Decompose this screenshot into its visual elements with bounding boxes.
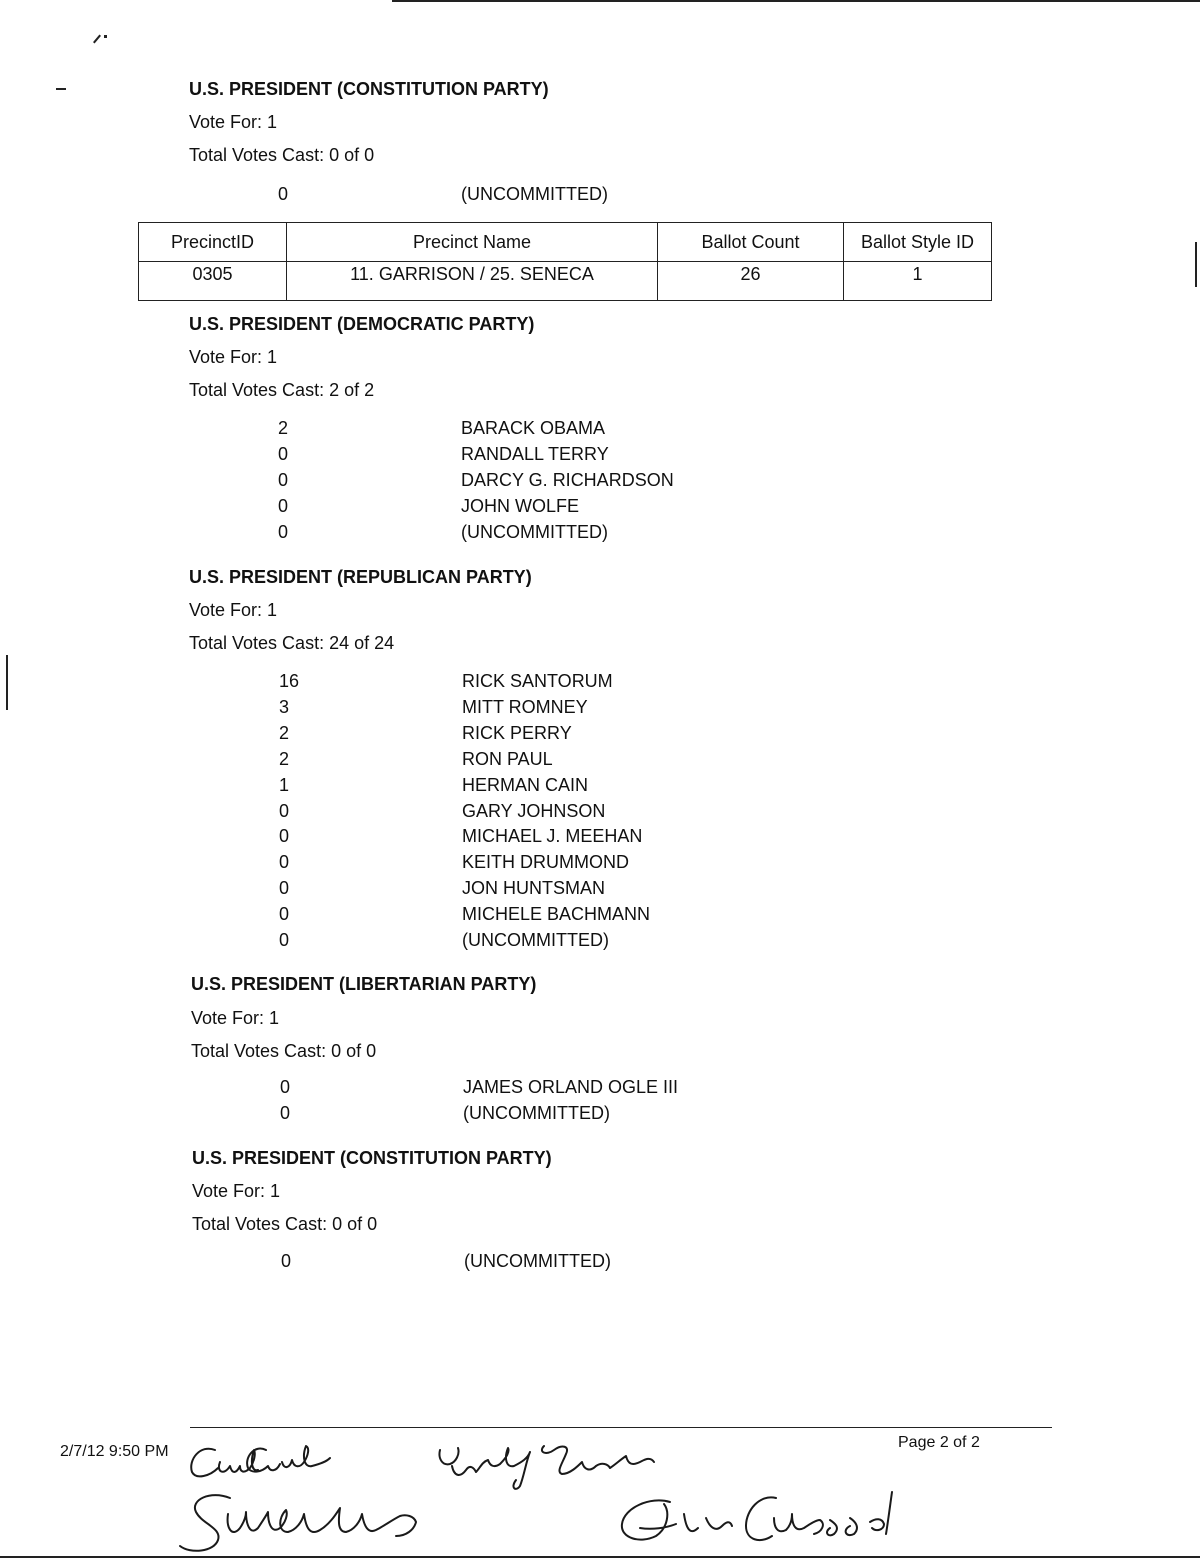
signatures bbox=[170, 1432, 930, 1557]
precinct-table bbox=[138, 222, 992, 301]
candidate-name: (UNCOMMITTED) bbox=[461, 522, 608, 542]
bottom-rule bbox=[0, 1556, 1200, 1558]
vote-count: 2 bbox=[279, 749, 290, 769]
header-precinct-name: Precinct Name bbox=[287, 223, 658, 262]
race-title: U.S. PRESIDENT (CONSTITUTION PARTY) bbox=[192, 1148, 552, 1168]
vote-count: 0 bbox=[279, 904, 290, 924]
vote-count: 0 bbox=[279, 801, 290, 821]
candidate-name: (UNCOMMITTED) bbox=[463, 1103, 610, 1123]
candidate-name: MITT ROMNEY bbox=[462, 697, 588, 717]
vote-count: 0 bbox=[280, 1103, 291, 1123]
candidate-name: RICK SANTORUM bbox=[462, 671, 613, 691]
signature-3 bbox=[180, 1495, 416, 1551]
total-votes: Total Votes Cast: 0 of 0 bbox=[192, 1214, 378, 1234]
vote-count: 0 bbox=[279, 878, 290, 898]
cell-precinct-id: 0305 bbox=[139, 262, 287, 301]
vote-count: 0 bbox=[278, 496, 289, 516]
candidate-name: KEITH DRUMMOND bbox=[462, 852, 629, 872]
scan-mark bbox=[6, 655, 8, 710]
scan-mark bbox=[93, 35, 101, 44]
vote-count: 0 bbox=[281, 1251, 292, 1271]
race-title: U.S. PRESIDENT (DEMOCRATIC PARTY) bbox=[189, 314, 535, 334]
cell-precinct-name: 11. GARRISON / 25. SENECA bbox=[287, 262, 658, 301]
candidate-name: GARY JOHNSON bbox=[462, 801, 606, 821]
race-title: U.S. PRESIDENT (REPUBLICAN PARTY) bbox=[189, 567, 532, 587]
vote-count: 0 bbox=[279, 930, 290, 950]
vote-for: Vote For: 1 bbox=[192, 1181, 281, 1201]
vote-count: 0 bbox=[278, 184, 289, 204]
vote-count: 3 bbox=[279, 697, 290, 717]
signature-4 bbox=[622, 1492, 892, 1540]
vote-for: Vote For: 1 bbox=[189, 347, 278, 367]
candidate-name: JAMES ORLAND OGLE III bbox=[463, 1077, 679, 1097]
vote-for: Vote For: 1 bbox=[189, 600, 278, 620]
candidate-name: RICK PERRY bbox=[462, 723, 572, 743]
race-title: U.S. PRESIDENT (LIBERTARIAN PARTY) bbox=[191, 974, 537, 994]
total-votes: Total Votes Cast: 0 of 0 bbox=[189, 145, 375, 165]
header-ballot-style-id: Ballot Style ID bbox=[844, 223, 992, 262]
scan-mark bbox=[104, 35, 107, 38]
candidate-name: (UNCOMMITTED) bbox=[461, 184, 608, 204]
candidate-name: MICHAEL J. MEEHAN bbox=[462, 826, 643, 846]
vote-count: 0 bbox=[278, 522, 289, 542]
candidate-name: RON PAUL bbox=[462, 749, 553, 769]
footer-rule bbox=[190, 1427, 1052, 1428]
header-precinct-id: PrecinctID bbox=[139, 223, 287, 262]
total-votes: Total Votes Cast: 2 of 2 bbox=[189, 380, 375, 400]
candidate-name: BARACK OBAMA bbox=[461, 418, 606, 438]
vote-count: 0 bbox=[278, 444, 289, 464]
candidate-name: DARCY G. RICHARDSON bbox=[461, 470, 674, 490]
candidate-name: JOHN WOLFE bbox=[461, 496, 580, 516]
header-ballot-count: Ballot Count bbox=[658, 223, 844, 262]
vote-count: 1 bbox=[279, 775, 290, 795]
candidate-name: MICHELE BACHMANN bbox=[462, 904, 651, 924]
vote-count: 2 bbox=[279, 723, 290, 743]
vote-count: 0 bbox=[279, 852, 290, 872]
candidate-name: HERMAN CAIN bbox=[462, 775, 589, 795]
candidate-name: (UNCOMMITTED) bbox=[464, 1251, 611, 1271]
signature-2 bbox=[439, 1446, 654, 1489]
scan-mark bbox=[1195, 242, 1197, 287]
vote-count: 0 bbox=[279, 826, 290, 846]
table-row bbox=[139, 262, 992, 301]
top-rule bbox=[392, 0, 1200, 2]
signature-1 bbox=[191, 1446, 330, 1476]
candidate-name: (UNCOMMITTED) bbox=[462, 930, 609, 950]
vote-for: Vote For: 1 bbox=[189, 112, 278, 132]
candidate-name: RANDALL TERRY bbox=[461, 444, 609, 464]
candidate-name: JON HUNTSMAN bbox=[462, 878, 605, 898]
cell-ballot-style-id: 1 bbox=[844, 262, 992, 301]
report-timestamp: 2/7/12 9:50 PM bbox=[60, 1443, 169, 1460]
cell-ballot-count: 26 bbox=[658, 262, 844, 301]
total-votes: Total Votes Cast: 24 of 24 bbox=[189, 633, 395, 653]
total-votes: Total Votes Cast: 0 of 0 bbox=[191, 1041, 377, 1061]
vote-count: 2 bbox=[278, 418, 289, 438]
table-header-row bbox=[139, 223, 992, 262]
race-title: U.S. PRESIDENT (CONSTITUTION PARTY) bbox=[189, 79, 549, 99]
vote-count: 16 bbox=[279, 671, 300, 691]
vote-count: 0 bbox=[278, 470, 289, 490]
vote-for: Vote For: 1 bbox=[191, 1008, 280, 1028]
vote-count: 0 bbox=[280, 1077, 291, 1097]
page-number: Page 2 of 2 bbox=[898, 1434, 980, 1451]
scan-mark bbox=[56, 88, 66, 90]
